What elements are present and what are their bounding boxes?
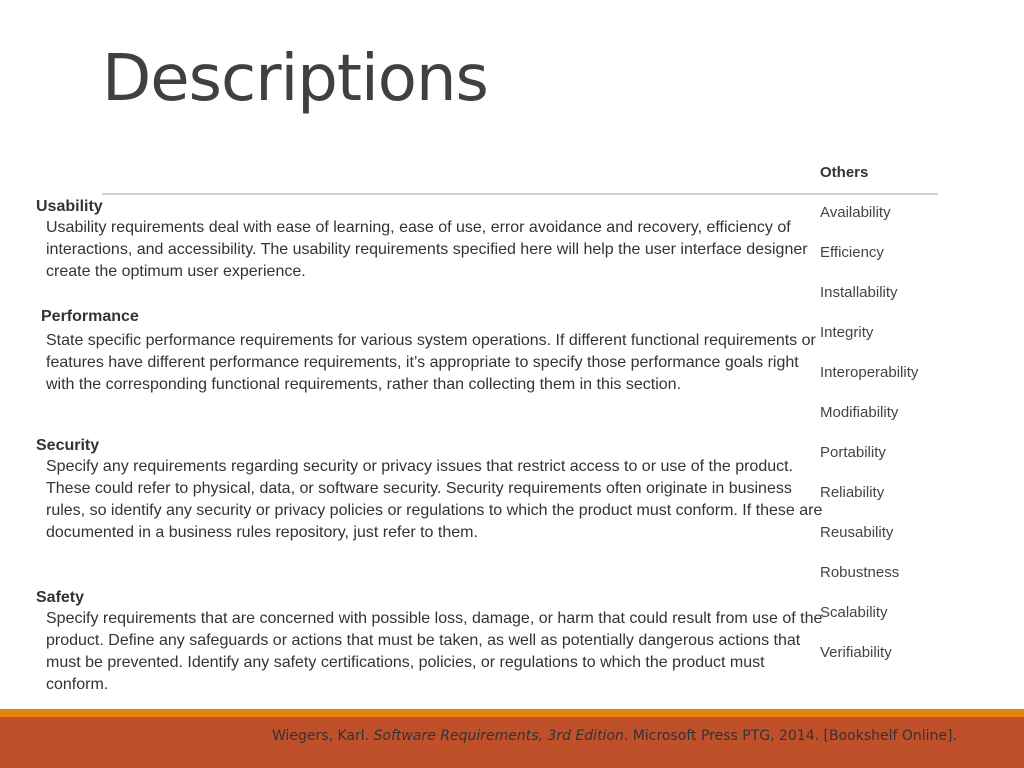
section-usability <box>36 197 826 283</box>
section-heading: Safety <box>36 589 85 606</box>
section-heading: Performance <box>41 308 139 325</box>
section-body: State specific performance requirements for various system operations. If different functional requirements or features have different performance requirements, it’s appropriate to specify those performance goals right with the corresponding functional requirements, rather than collecting them in this section. <box>46 332 816 393</box>
others-list <box>820 203 1000 683</box>
title-divider <box>102 193 938 195</box>
citation <box>272 726 972 746</box>
others-item-integrity: Integrity <box>820 324 874 341</box>
others-item-portability: Portability <box>820 444 886 461</box>
others-heading: Others <box>820 164 869 181</box>
section-safety <box>36 588 826 696</box>
others-item-robustness: Robustness <box>820 564 900 581</box>
citation-publisher: . Microsoft Press PTG, 2014. [Bookshelf Online]. <box>623 728 957 744</box>
slide-title: Descriptions <box>102 42 488 116</box>
section-security <box>36 436 826 544</box>
others-item-installability: Installability <box>820 284 898 301</box>
citation-author: Wiegers, Karl. <box>272 728 374 744</box>
others-item-availability: Availability <box>820 204 891 221</box>
section-performance <box>36 307 826 396</box>
others-item-efficiency: Efficiency <box>820 244 884 261</box>
accent-bar <box>0 709 1024 717</box>
citation-book-title: Software Requirements, 3rd Edition <box>373 728 624 744</box>
others-item-verifiability: Verifiability <box>820 644 892 661</box>
others-item-reliability: Reliability <box>820 484 885 501</box>
others-item-scalability: Scalability <box>820 604 888 621</box>
others-item-interoperability: Interoperability <box>820 364 919 381</box>
section-body: Usability requirements deal with ease of learning, ease of use, error avoidance and recovery, efficiency of interactions, and accessibility. The usability requirements specified here will help the user interface designer create the optimum user experience. <box>46 219 808 280</box>
others-item-reusability: Reusability <box>820 524 894 541</box>
section-heading: Usability <box>36 198 103 215</box>
others-item-modifiability: Modifiability <box>820 404 899 421</box>
section-body: Specify any requirements regarding security or privacy issues that restrict access to or use of the product. These could refer to physical, data, or software security. Security requirements often originate in business rules, so identify any security or privacy policies or regulations to which the product must conform. If these are documented in a business rules repository, just refer to them. <box>46 458 823 541</box>
others-list-panel <box>820 163 1000 683</box>
section-heading: Security <box>36 437 100 454</box>
section-body: Specify requirements that are concerned with possible loss, damage, or harm that could result from use of the product. Define any safeguards or actions that must be taken, as well as potentially dangerous actions that must be prevented. Identify any safety certifications, policies, or regulations to which the product must conform. <box>46 610 823 693</box>
